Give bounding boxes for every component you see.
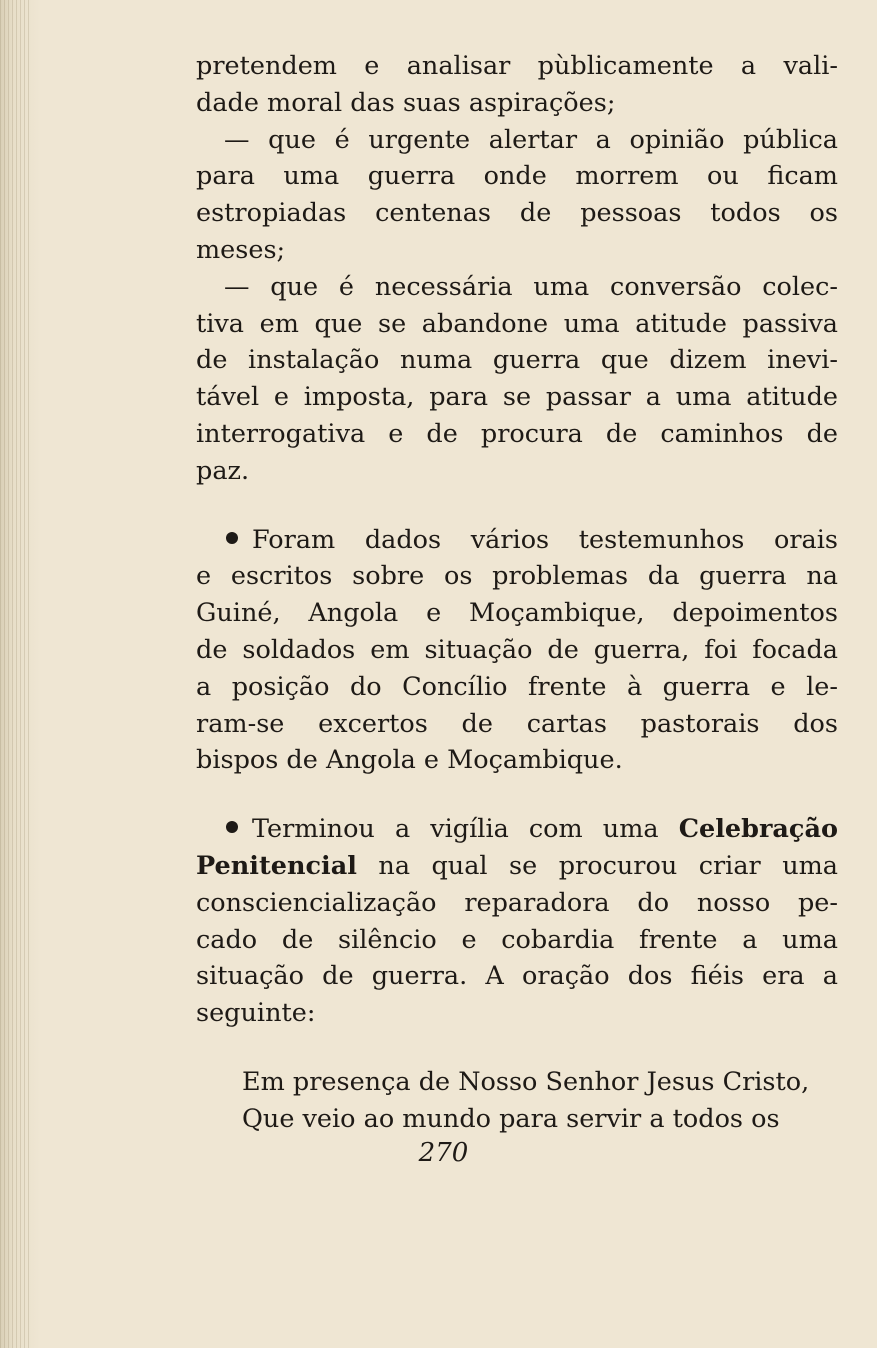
text-line: para uma guerra onde morrem ou ficam <box>196 161 838 192</box>
text-line: a posição do Concílio frente à guerra e le- <box>196 671 838 702</box>
text-line: Guiné, Angola e Moçambique, depoimentos <box>196 598 838 629</box>
page-body <box>196 48 838 1138</box>
paragraph-gap <box>196 1032 838 1064</box>
text-line: ram-se excertos de cartas pastorais dos <box>196 708 838 739</box>
bullet-icon <box>226 532 238 544</box>
text-line <box>196 522 838 559</box>
bold-term: Celebração <box>678 814 838 845</box>
text-line: meses; <box>196 234 286 265</box>
prayer-block <box>196 1064 838 1138</box>
text-line: interrogativa e de procura de caminhos de <box>196 418 838 449</box>
bullet-icon <box>226 821 238 833</box>
paragraph-5 <box>196 811 838 1032</box>
text-line: de instalação numa guerra que dizem inevi- <box>196 345 838 376</box>
paragraph-2 <box>196 122 838 269</box>
paragraph-3 <box>196 269 838 490</box>
text-line-content: na qual se procurou criar uma <box>356 850 838 881</box>
text-line: cado de silêncio e cobardia frente a uma <box>196 924 838 955</box>
text-line: seguinte: <box>196 998 316 1029</box>
text-line-content: Terminou a vigília com uma <box>252 814 679 845</box>
text-line-content: Foram dados vários testemunhos orais <box>252 524 838 555</box>
prayer-line: Que veio ao mundo para servir a todos os <box>242 1103 780 1134</box>
text-line: — que é urgente alertar a opinião pública <box>224 124 838 155</box>
paragraph-1 <box>196 48 838 122</box>
paragraph-4 <box>196 522 838 780</box>
text-line: consciencialização reparadora do nosso pe- <box>196 887 838 918</box>
text-line <box>196 811 838 848</box>
text-line: tável e imposta, para se passar a uma atitude <box>196 382 838 413</box>
prayer-line: Em presença de Nosso Senhor Jesus Cristo, <box>242 1066 810 1097</box>
bold-term: Penitencial <box>196 850 357 881</box>
text-line: dade moral das suas aspirações; <box>196 87 616 118</box>
text-line: situação de guerra. A oração dos fiéis era a <box>196 961 838 992</box>
text-line: — que é necessária uma conversão colec- <box>224 271 838 302</box>
text-line: de soldados em situação de guerra, foi focada <box>196 634 838 665</box>
page-number: 270 <box>418 1138 469 1168</box>
text-line: e escritos sobre os problemas da guerra na <box>196 561 838 592</box>
text-line: tiva em que se abandone uma atitude passiva <box>196 308 838 339</box>
text-line: estropiadas centenas de pessoas todos os <box>196 198 838 229</box>
paragraph-gap <box>196 779 838 811</box>
text-line: pretendem e analisar pùblicamente a vali- <box>196 51 838 81</box>
text-line: paz. <box>196 455 250 486</box>
paragraph-gap <box>196 490 838 522</box>
text-line <box>196 848 838 885</box>
text-line: bispos de Angola e Moçambique. <box>196 745 623 776</box>
